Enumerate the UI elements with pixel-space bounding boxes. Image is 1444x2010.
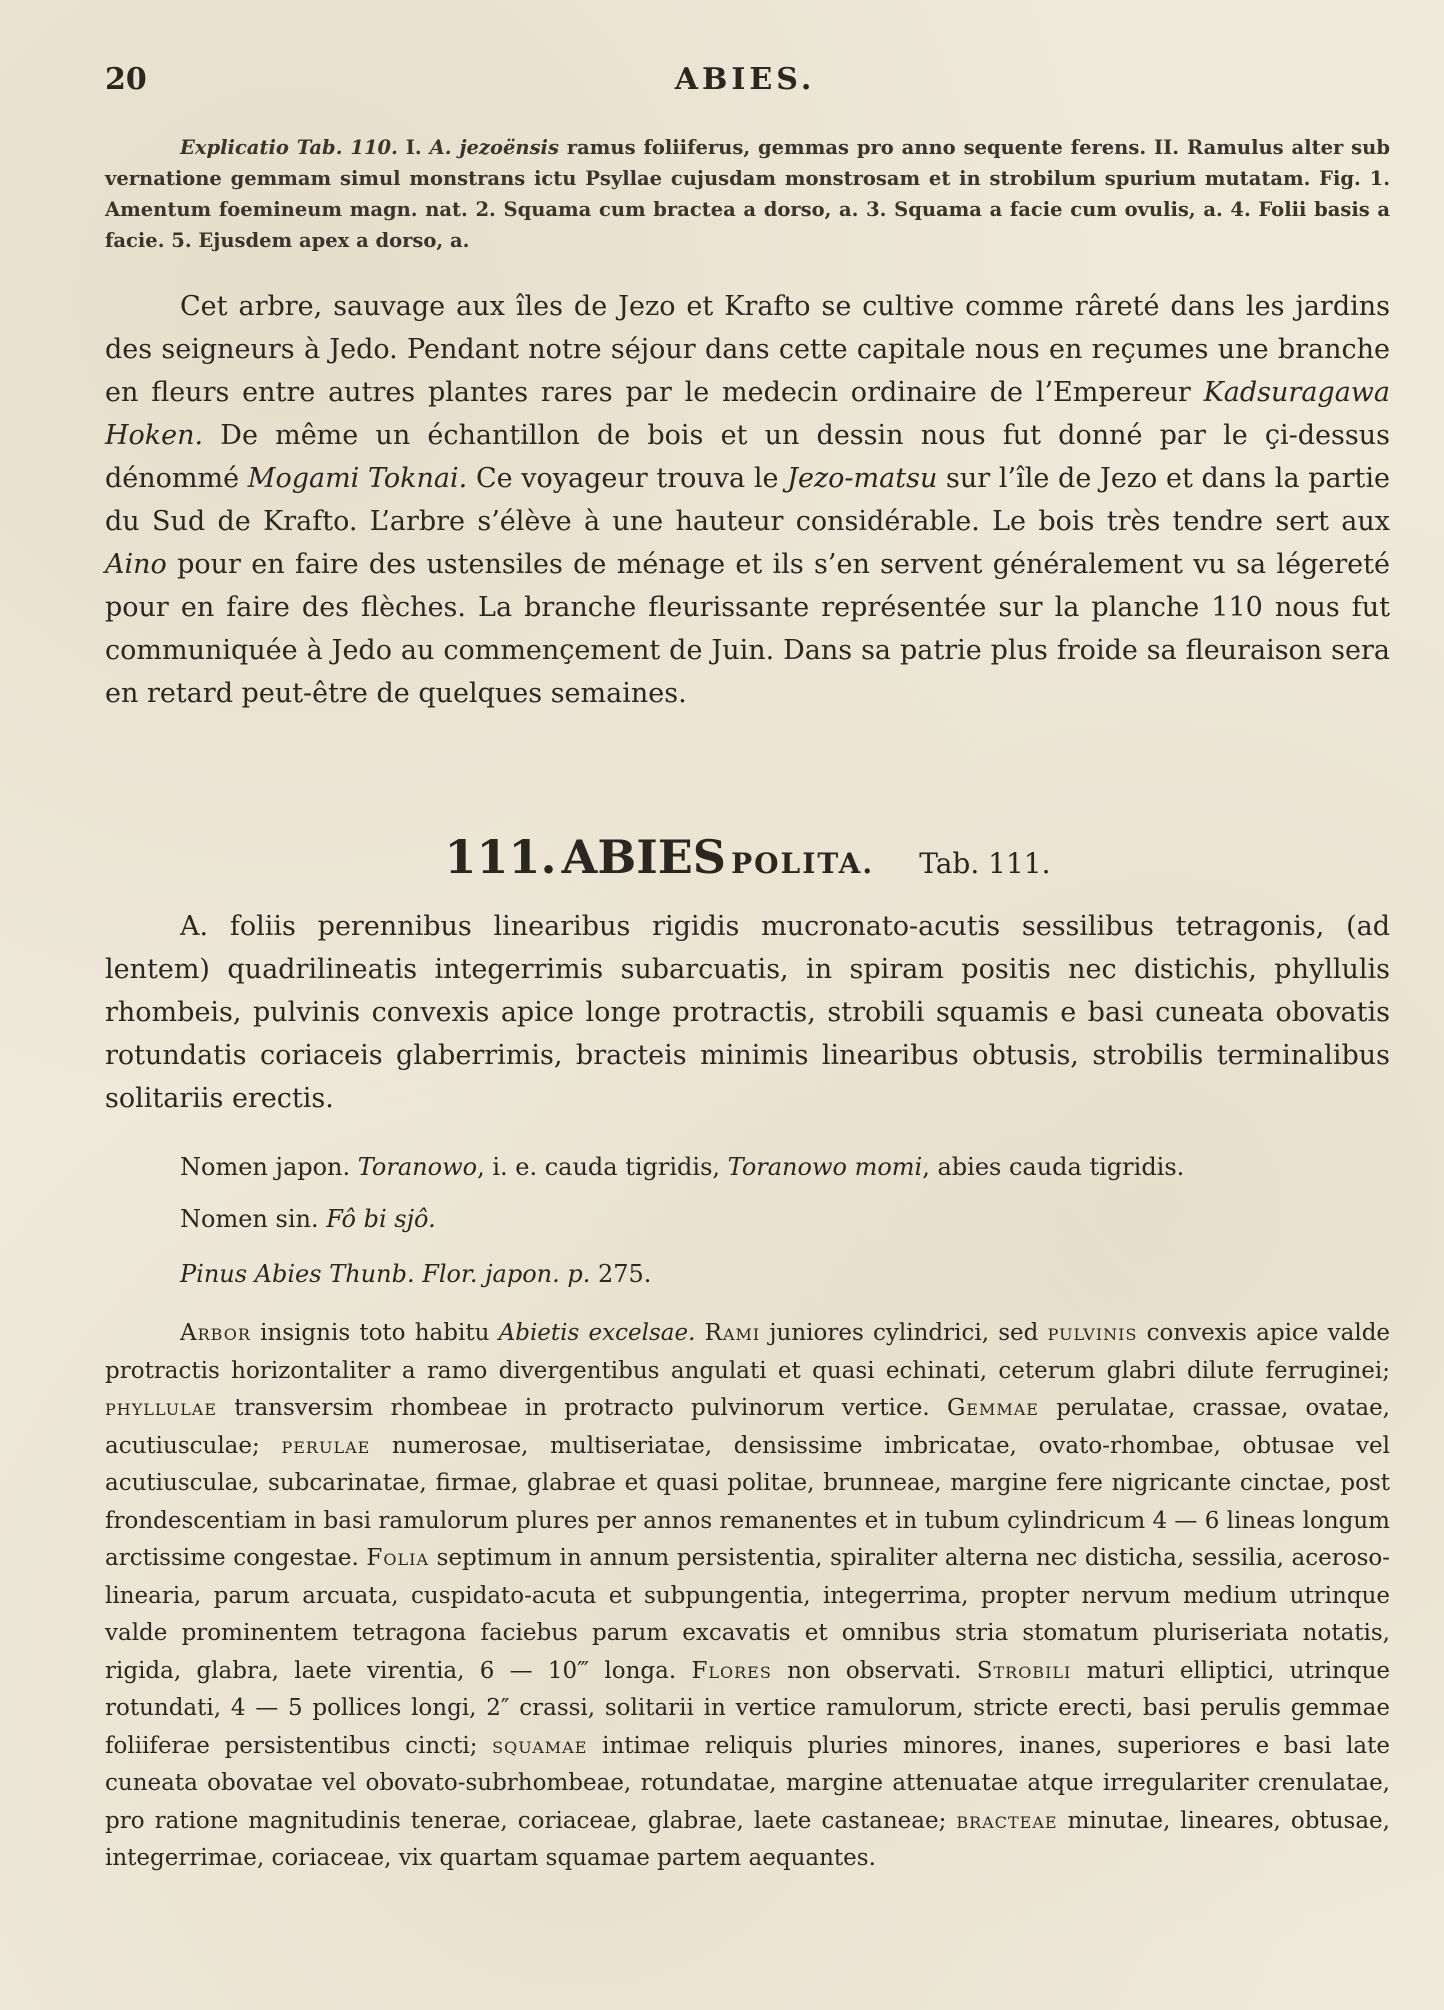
plate-reference: Tab. 111.: [919, 847, 1051, 880]
paragraph-text: De même un échantillon de bois et un dessin nous fut donné par le çi-dessus dénommé: [105, 420, 1390, 494]
french-paragraph: [105, 285, 1390, 715]
italic-name: Toranowo momi: [727, 1153, 923, 1181]
term-label: bracteae: [956, 1807, 1058, 1834]
description-text: numerosae, multiseriatae, densissime imbricatae, ovato-rhombae, obtusae vel acutiusculae, subcarinatae, firmae, glabrae et quasi politae, brunneae, margine fere nigricante cinctae, post frondescentiam in basi ramulorum plures per annos remanentes et in tubum cylindricum 4 — 6 lineas longum arctissime congestae.: [105, 1432, 1390, 1571]
term-label: Folia: [366, 1545, 429, 1571]
term-label: squamae: [492, 1732, 588, 1759]
nomen-label: Nomen sin.: [180, 1205, 327, 1233]
nomen-text: , i. e. cauda tigridis,: [477, 1153, 728, 1181]
japanese-name: [180, 1150, 1380, 1184]
synonym-text: Pinus Abies Thunb. Flor. japon. p.: [180, 1260, 591, 1288]
description-text: [695, 1320, 704, 1346]
species-genus: ABIES: [561, 830, 727, 884]
explicatio-species: A. jezoënsis: [429, 136, 559, 159]
paragraph-text: sur l’île de Jezo et dans la partie du Sud de Krafto. L’arbre s’élève à une hauteur considérable. Le bois très tendre sert aux: [105, 463, 1390, 537]
italic-name: Jezo-matsu: [787, 463, 938, 494]
paragraph-text: Cet arbre, sauvage aux îles de Jezo et Krafto se cultive comme râreté dans les jardins des seigneurs à Jedo. Pendant notre séjour dans cette capitale nous en reçumes une branche en fleurs entre autres plantes rares par le medecin ordinaire de l’Empereur: [105, 291, 1390, 408]
term-label: pulvinis: [1047, 1320, 1138, 1346]
term-label: Flores: [691, 1657, 772, 1684]
paragraph-text: pour en faire des ustensiles de ménage et ils s’en servent généralement vu sa légereté pour en faire des flèches. La branche fleurissante représentée sur la planche 110 nous fut communiquée à Jedo au commençement de Juin. Dans sa patrie plus froide sa fleuraison sera en retard peut-être de quelques semaines.: [105, 549, 1390, 709]
italic-name: Abietis excelsae.: [498, 1320, 696, 1346]
description-text: transversim rhombeae in protracto pulvinorum vertice.: [217, 1395, 947, 1421]
chinese-name: [180, 1202, 1380, 1236]
nomen-label: Nomen japon.: [180, 1153, 358, 1181]
page-header: [105, 62, 1385, 102]
term-label: Rami: [704, 1320, 761, 1346]
term-label: Strobili: [976, 1657, 1072, 1684]
description-text: minutae, lineares, obtusae, integerrimae, coriaceae, vix quartam squamae partem aequantes.: [105, 1807, 1390, 1871]
italic-name: Mogami Toknai.: [247, 463, 468, 494]
term-label: phyllulae: [105, 1395, 217, 1421]
description-text: non observati.: [771, 1657, 977, 1684]
species-number: 111.: [444, 830, 557, 884]
latin-description: [105, 1315, 1390, 1878]
description-text: juniores cylindrici, sed: [760, 1320, 1048, 1346]
description-text: perulatae, crassae, ovatae, acutiusculae;: [105, 1395, 1390, 1459]
paragraph-text: Ce voyageur trouva le: [467, 463, 788, 494]
italic-name: Fô bi sjô.: [326, 1205, 436, 1233]
italic-name: Kadsuragawa Hoken.: [105, 377, 1390, 451]
latin-diagnosis: A. foliis perennibus linearibus rigidis mucronato-acutis sessilibus tetragonis, (ad lentem) quadrilineatis integerrimis subarcuatis, in spiram positis nec distichis, phyllulis rhombeis, pulvinis convexis apice longe protractis, strobili squamis e basi cuneata obovatis rotundatis coriaceis glaberrimis, bracteis minimis linearibus obtusis, strobilis terminalibus solitariis erectis.: [105, 911, 1390, 1114]
term-label: perulae: [281, 1432, 371, 1459]
description-text: insignis toto habitu: [250, 1320, 499, 1346]
plate-explanation: [105, 132, 1390, 256]
italic-name: Toranowo: [357, 1153, 478, 1181]
italic-name: Aino: [105, 549, 167, 580]
page-number: 20: [105, 62, 147, 97]
running-title: ABIES.: [674, 62, 816, 97]
synonym-page: 275.: [590, 1260, 652, 1288]
description-text: septimum in annum persistentia, spiraliter alterna nec disticha, sessilia, aceroso-linearia, parum arcuata, cuspidato-acuta et subpungentia, integerrima, propter nervum medium utrinque valde prominentem tetragona faciebus parum excavatis et omnibus stria stomatum pluriseriata notatis, rigida, glabra, laete virentia, 6 — 10‴ longa.: [105, 1545, 1391, 1684]
explicatio-text: I.: [397, 136, 430, 159]
nomen-text: , abies cauda tigridis.: [922, 1153, 1185, 1181]
species-epithet: POLITA.: [731, 847, 875, 880]
description-text: intimae reliquis pluries minores, inanes, superiores e basi late cuneata obovatae vel obovato-subrhombeae, rotundatae, margine attenuatae atque irregulariter crenulatae, pro ratione magnitudinis tenerae, coriaceae, glabrae, laete castaneae;: [105, 1732, 1390, 1834]
term-label: Gemmae: [946, 1395, 1039, 1421]
explicatio-text: ramus foliiferus, gemmas pro anno sequente ferens. II. Ramulus alter sub vernatione gemmam simul monstrans ictu Psyllae cujusdam monstrosam et in strobilum spurium mutatam. Fig. 1. Amentum foemineum magn. nat. 2. Squama cum bractea a dorso, a. 3. Squama a facie cum ovulis, a. 4. Folii basis a facie. 5. Ejusdem apex a dorso, a.: [105, 136, 1390, 252]
term-label: Arbor: [180, 1320, 251, 1346]
description-text: convexis apice valde protractis horizontaliter a ramo divergentibus angulati et quasi echinati, ceterum glabri dilute ferruginei;: [105, 1320, 1391, 1384]
explicatio-lead: Explicatio Tab. 110.: [180, 136, 398, 159]
description-text: maturi elliptici, utrinque rotundati, 4 — 5 pollices longi, 2″ crassi, solitarii in vertice ramulorum, stricte erecti, basi perulis gemmae foliiferae persistentibus cincti;: [105, 1657, 1391, 1759]
synonym-citation: [180, 1257, 1380, 1291]
species-heading: [105, 830, 1390, 890]
